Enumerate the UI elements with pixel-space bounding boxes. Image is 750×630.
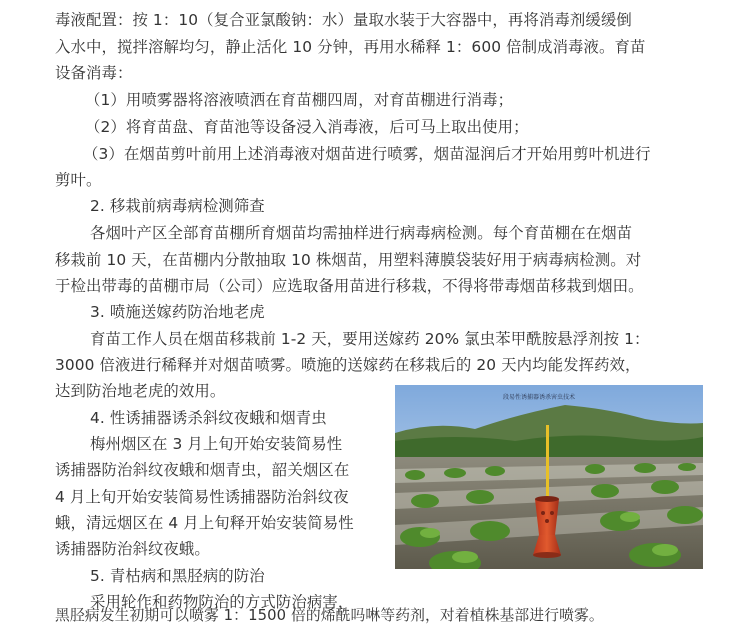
section-heading: 4. 性诱捕器诱杀斜纹夜蛾和烟青虫 (90, 409, 327, 427)
list-item: （2）将育苗盘、育苗池等设备浸入消毒液，后可马上取出使用； (85, 118, 529, 136)
paragraph-line: 蛾，清远烟区在 4 月上旬释开始安装简易性 (55, 514, 354, 532)
paragraph-line: 入水中，搅拌溶解均匀，静止活化 10 分钟，再用水稀释 1：600 倍制成消毒液。育苗 (55, 38, 646, 56)
paragraph-line: 剪叶。 (55, 171, 102, 189)
paragraph-line: 育苗工作人员在烟苗移栽前 1-2 天，要用送嫁药 20% 氯虫苯甲酰胺悬浮剂按 1： (90, 330, 650, 348)
paragraph-line: 黑胫病发生初期可以喷雾 1：1500 倍的烯酰吗啉等药剂，对着植株基部进行喷雾。 (55, 607, 604, 624)
section-heading: 2. 移栽前病毒病检测筛查 (90, 197, 265, 215)
section-heading: 3. 喷施送嫁药防治地老虎 (90, 303, 265, 321)
list-item: （3）在烟苗剪叶前用上述消毒液对烟苗进行喷雾，烟苗湿润后才开始用剪叶机进行 (83, 145, 651, 163)
paragraph-line: 设备消毒： (55, 64, 133, 82)
paragraph-line: 采用轮作和药物防治的方式防治病害， (90, 593, 354, 611)
tobacco-field-illustration (395, 385, 703, 569)
paragraph-line: 梅州烟区在 3 月上旬开始安装简易性 (90, 435, 343, 453)
paragraph-line: 达到防治地老虎的效用。 (55, 382, 226, 400)
paragraph-line: 3000 倍液进行稀释并对烟苗喷雾。喷施的送嫁药在移栽后的 20 天内均能发挥药效， (55, 356, 641, 374)
list-item: （1）用喷雾器将溶液喷洒在育苗棚四周，对育苗棚进行消毒； (85, 91, 514, 109)
paragraph-line: 4 月上旬开始安装简易性诱捕器防治斜纹夜 (55, 488, 349, 506)
section-heading: 5. 青枯病和黑胫病的防治 (90, 567, 265, 585)
paragraph-line: 移栽前 10 天，在苗棚内分散抽取 10 株烟苗，用塑料薄膜袋装好用于病毒病检测。对 (55, 251, 642, 269)
paragraph-line: 于检出带毒的苗棚市局（公司）应选取备用苗进行移栽，不得将带毒烟苗移栽到烟田。 (55, 277, 644, 295)
paragraph-line: 各烟叶产区全部育苗棚所育烟苗均需抽样进行病毒病检测。每个育苗棚在在烟苗 (90, 224, 633, 242)
paragraph-line: 毒液配置：按 1：10（复合亚氯酸钠：水）量取水装于大容器中，再将消毒剂缓缓倒 (55, 11, 632, 29)
photo-caption: 段易性诱捕器诱杀害虫技术 (503, 394, 576, 401)
paragraph-line: 诱捕器防治斜纹夜蛾。 (55, 540, 210, 558)
field-trap-photo (395, 385, 703, 569)
paragraph-line: 诱捕器防治斜纹夜蛾和烟青虫，韶关烟区在 (55, 461, 350, 479)
